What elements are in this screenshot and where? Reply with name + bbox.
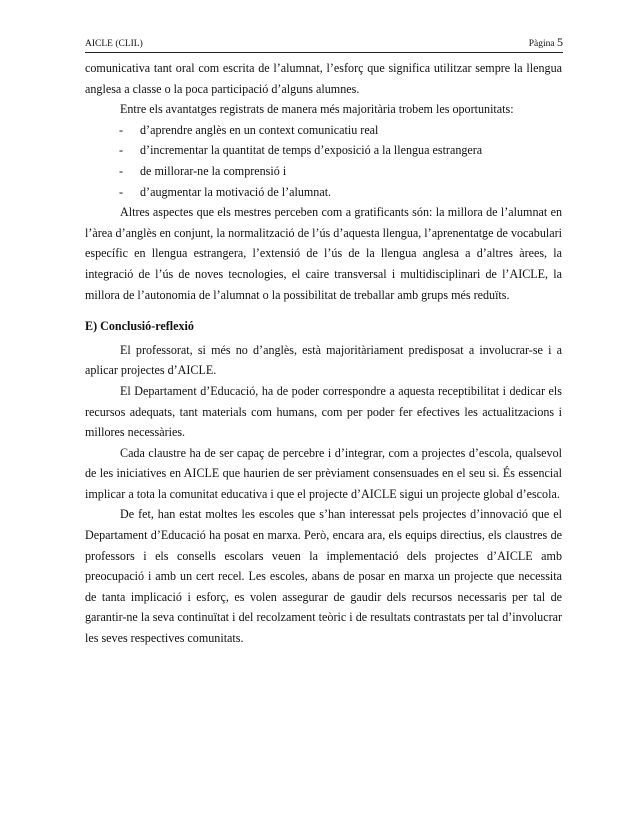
paragraph-continued: comunicativa tant oral com escrita de l’alumnat, l’esforç que significa utilitzar sempre la llengua anglesa a classe o la poca participació d’alguns alumnes. [85, 61, 562, 96]
page-number: 5 [557, 35, 563, 49]
section-heading: E) Conclusió-reflexió [85, 319, 194, 334]
page-number-label [529, 35, 563, 51]
paragraph-schools: De fet, han estat moltes les escoles que s’han interessat pels projectes d’innovació que el Departament d’Educació ha posat en marxa. Però, encara ara, els equips directius, els claustres de professors i els consells escolars veuen la implementació dels projectes d’AICLE amb preocupació i amb un cert recel. Les escoles, abans de posar en marxa un projecte que necessita de tanta implicació i esforç, es volen assegurar de gaudir dels recursos necessaris per tal de garantir-ne la seva continuïtat i del recolzament teòric i de resultats contrastats per tal d’involucrar les seves respectives comunitats. [85, 507, 562, 646]
paragraph-teachers: El professorat, si més no d’anglès, està majoritàriament predisposat a involucrar-se i a aplicar projectes d’AICLE. [85, 342, 562, 378]
bullet-marker: - [119, 143, 124, 158]
paragraph-other-aspects: Altres aspectes que els mestres perceben com a gratificants són: la millora de l’alumnat en l’àrea d’anglès en conjunt, la normalització de l’ús d’aquesta llengua, l’aprenentatge de vocabulari específic en llengua estrangera, l’extensió de l’ús de la llengua anglesa a d’altres àrees, la integració de l’ús de noves tecnologies, el caire transversal i multidisciplinari de l’AICLE, la millora de l’autonomia de l’alumnat o la possibilitat de treballar amb grups més reduïts. [85, 205, 562, 302]
list-item-text: d’augmentar la motivació de l’alumnat. [140, 184, 332, 199]
bullet-marker: - [119, 163, 124, 178]
paragraph-advantages-intro: Entre els avantatges registrats de manera més majoritària trobem les oportunitats: [120, 102, 514, 117]
list-item [85, 182, 562, 203]
list-item [85, 161, 562, 182]
advantages-list [85, 120, 562, 202]
page-header [85, 36, 563, 53]
bullet-marker: - [119, 122, 124, 137]
list-item-text: de millorar-ne la comprensió i [140, 163, 287, 178]
list-item-text: d’incrementar la quantitat de temps d’exposició a la llengua estrangera [140, 143, 483, 158]
page-label: Pàgina [528, 39, 555, 49]
bullet-marker: - [119, 184, 124, 199]
list-item-text: d’aprendre anglès en un context comunicatiu real [140, 122, 379, 137]
list-item [85, 140, 562, 161]
paragraph-staff: Cada claustre ha de ser capaç de percebre i d’integrar, com a projectes d’escola, qualsevol de les iniciatives en AICLE que haurien de ser prèviament consensuades en el seu si. És essencial implicar a tota la comunitat educativa i que el projecte d’AICLE sigui un projecte global d’escola. [85, 445, 562, 501]
document-body [85, 58, 562, 649]
paragraph-department: El Departament d’Educació, ha de poder correspondre a aquesta receptibilitat i dedicar els recursos adequats, tant materials com humans, com per poder fer efectives les actualitzacions i millores necessàries. [85, 383, 562, 440]
header-title: AICLE (CLIL) [85, 39, 143, 49]
list-item [85, 120, 562, 141]
